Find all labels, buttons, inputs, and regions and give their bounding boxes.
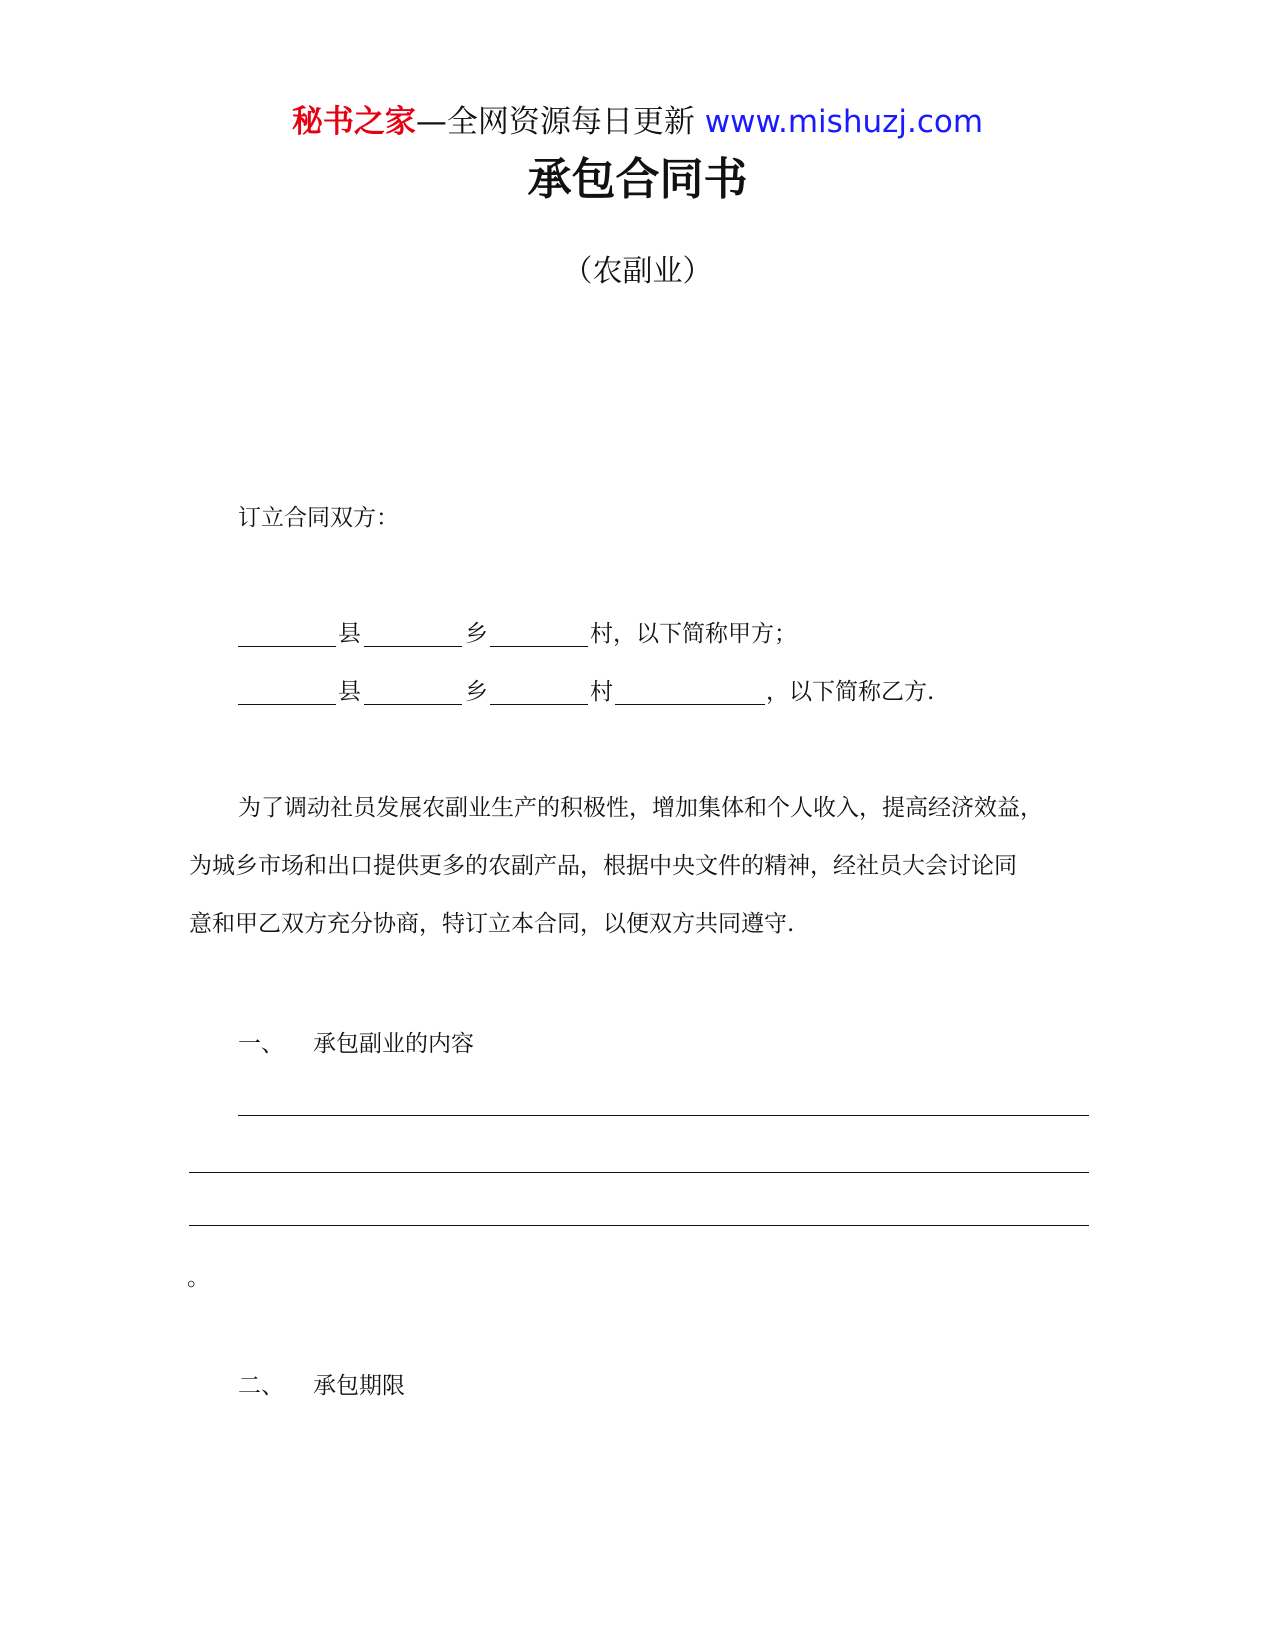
party-a-county-label: 县 (338, 621, 361, 647)
party-a-township-label: 乡 (465, 621, 488, 647)
party-a-county-blank[interactable] (238, 646, 336, 647)
party-b-county-label: 县 (338, 679, 361, 705)
document-title: 承包合同书 (527, 154, 748, 205)
section-1-content-line-1[interactable] (238, 1115, 1089, 1116)
section-1-content-line-3[interactable] (189, 1225, 1089, 1226)
document-subtitle: （农副业） (562, 254, 713, 289)
parties-label: 订立合同双方： (238, 505, 399, 531)
site-header (0, 100, 1275, 144)
intro-line-1: 为了调动社员发展农副业生产的积极性，增加集体和个人收入，提高经济效益， (238, 795, 1043, 821)
party-b-tail: ，以下简称乙方. (766, 679, 935, 705)
party-a-township-blank[interactable] (364, 646, 462, 647)
site-url-link[interactable]: www.mishuzj.com (704, 104, 984, 140)
site-slogan: —全网资源每日更新 (415, 104, 695, 140)
party-a-village-blank[interactable] (490, 646, 588, 647)
party-b-village-blank[interactable] (490, 704, 588, 705)
section-2-number: 二、 (238, 1373, 284, 1399)
party-b-township-blank[interactable] (364, 704, 462, 705)
site-brand: 秘书之家 (291, 104, 416, 140)
party-b-name-blank[interactable] (615, 704, 765, 705)
party-b-county-blank[interactable] (238, 704, 336, 705)
party-b-township-label: 乡 (465, 679, 488, 705)
section-1-number: 一、 (238, 1031, 284, 1057)
section-1-end-mark: 。 (187, 1265, 210, 1291)
party-b-village-label: 村 (590, 679, 613, 705)
section-1-content-line-2[interactable] (189, 1172, 1089, 1173)
section-1-title: 承包副业的内容 (313, 1031, 474, 1057)
party-a-village-label: 村，以下简称甲方； (590, 621, 797, 647)
intro-line-2: 为城乡市场和出口提供更多的农副产品，根据中央文件的精神，经社员大会讨论同 (189, 853, 1017, 879)
section-2-title: 承包期限 (313, 1373, 405, 1399)
intro-line-3: 意和甲乙双方充分协商，特订立本合同，以便双方共同遵守. (189, 911, 795, 937)
